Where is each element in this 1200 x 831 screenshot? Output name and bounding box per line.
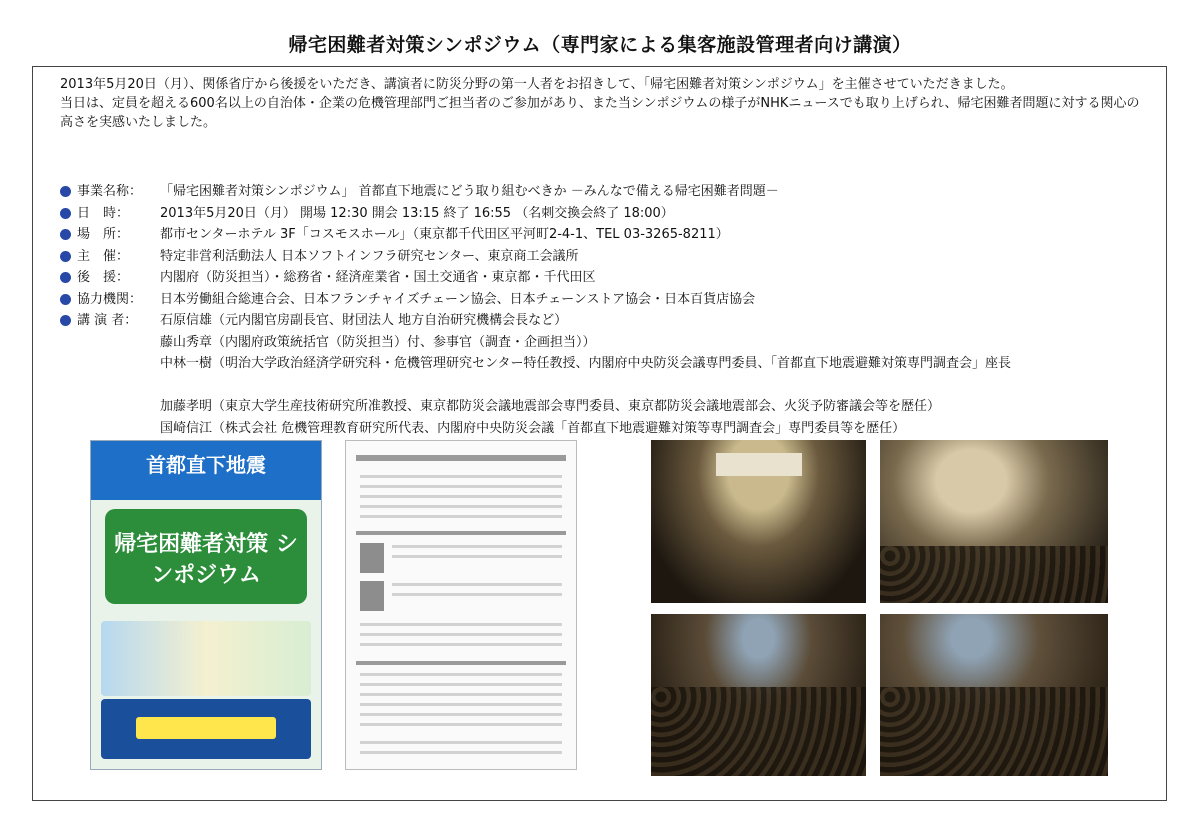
symposium-flyer-image xyxy=(345,440,577,770)
detail-value: 「帰宅困難者対策シンポジウム」 首都直下地震にどう取り組むべきか －みんなで備える帰宅困難者問題－ xyxy=(160,184,779,199)
poster-title: 帰宅困難者対策 シンポジウム xyxy=(114,532,298,588)
intro-text xyxy=(60,75,1150,132)
event-photo-1 xyxy=(651,440,866,603)
detail-label: 講 演 者： xyxy=(77,313,138,328)
event-photo-2 xyxy=(880,440,1108,603)
audience xyxy=(651,687,866,776)
detail-label: 場 所： xyxy=(77,227,130,242)
intro-line-2: 当日は、定員を超える600名以上の自治体・企業の危機管理部門ご担当者のご参加があり、また当シンポジウムの様子がNHKニュースでも取り上げられ、帰宅困難者問題に対する関心の高さを実感いたしました。 xyxy=(60,96,1140,130)
stage-banner xyxy=(716,453,802,476)
detail-value: 石原信雄（元内閣官房副長官、財団法人 地方自治研究機構会長など） xyxy=(160,313,568,328)
bullet-icon xyxy=(60,208,71,219)
detail-label: 日 時： xyxy=(77,205,130,221)
flyer-portrait xyxy=(360,543,384,573)
bullet-icon xyxy=(60,186,71,197)
speaker-line: 中林一樹（明治大学政治経済学研究科・危機管理研究センター特任教授、内閣府中央防災会議専門委員、「首都直下地震避難対策専門調査会」座長 xyxy=(160,356,1011,371)
detail-row xyxy=(60,246,1160,268)
poster-headline: 首都直下地震 xyxy=(146,453,266,477)
detail-label: 事業名称： xyxy=(77,184,143,199)
symposium-poster-image xyxy=(90,440,322,770)
detail-row xyxy=(60,289,1160,311)
bullet-icon xyxy=(60,251,71,262)
poster-footer-block xyxy=(101,699,311,759)
event-details xyxy=(60,181,1160,439)
page-title: 帰宅困難者対策シンポジウム（専門家による集客施設管理者向け講演） xyxy=(288,34,912,56)
event-photo-4 xyxy=(880,614,1108,776)
bullet-icon xyxy=(60,294,71,305)
detail-value: 特定非営利活動法人 日本ソフトインフラ研究センター、東京商工会議所 xyxy=(160,248,579,264)
intro-line-1: 2013年5月20日（月）、関係省庁から後援をいただき、講演者に防災分野の第一人者をお招きして、「帰宅困難者対策シンポジウム」を主催させていただきました。 xyxy=(60,77,1014,92)
audience xyxy=(880,687,1108,776)
detail-row xyxy=(60,267,1160,289)
speaker-line-tail xyxy=(0,375,1160,397)
poster-slogan-box xyxy=(136,717,276,739)
detail-value: 都市センターホテル 3F「コスモスホール」（東京都千代田区平河町2-4-1、TEL 03-3265-8211） xyxy=(160,227,729,242)
flyer-header-bar xyxy=(356,455,566,461)
flyer-portrait xyxy=(360,581,384,611)
speaker-line: 国崎信江（株式会社 危機管理教育研究所代表、内閣府中央防災会議「首都直下地震避難対策等専門調査会」専門委員等を歴任） xyxy=(160,420,906,436)
bullet-icon xyxy=(60,229,71,240)
detail-row xyxy=(60,203,1160,225)
detail-label: 主 催： xyxy=(77,248,130,264)
bullet-icon xyxy=(60,315,71,326)
bullet-icon xyxy=(60,272,71,283)
detail-row xyxy=(60,310,1160,332)
detail-value: 日本労働組合総連合会、日本フランチャイズチェーン協会、日本チェーンストア協会・日本百貨店協会 xyxy=(160,291,756,307)
detail-value: 2013年5月20日（月） 開場 12:30 開会 13:15 終了 16:55 （名刺交換会終了 18:00） xyxy=(160,205,674,221)
poster-title-block xyxy=(105,509,307,604)
detail-row xyxy=(60,224,1160,246)
speaker-line: 加藤孝明（東京大学生産技術研究所准教授、東京都防災会議地震部会専門委員、東京都防災会議地震部会、火災予防審議会等を歴任） xyxy=(160,399,941,414)
event-photo-3 xyxy=(651,614,866,776)
speaker-line: 藤山秀章（内閣府政策統括官（防災担当）付、参事官（調査・企画担当）） xyxy=(160,334,596,350)
detail-label: 後 援： xyxy=(77,270,130,285)
detail-label: 協力機関： xyxy=(77,291,143,307)
audience xyxy=(880,546,1108,603)
detail-value: 内閣府（防災担当）・総務省・経済産業省・国土交通省・東京都・千代田区 xyxy=(160,270,596,285)
detail-row xyxy=(60,181,1160,203)
poster-illustration xyxy=(101,621,311,696)
